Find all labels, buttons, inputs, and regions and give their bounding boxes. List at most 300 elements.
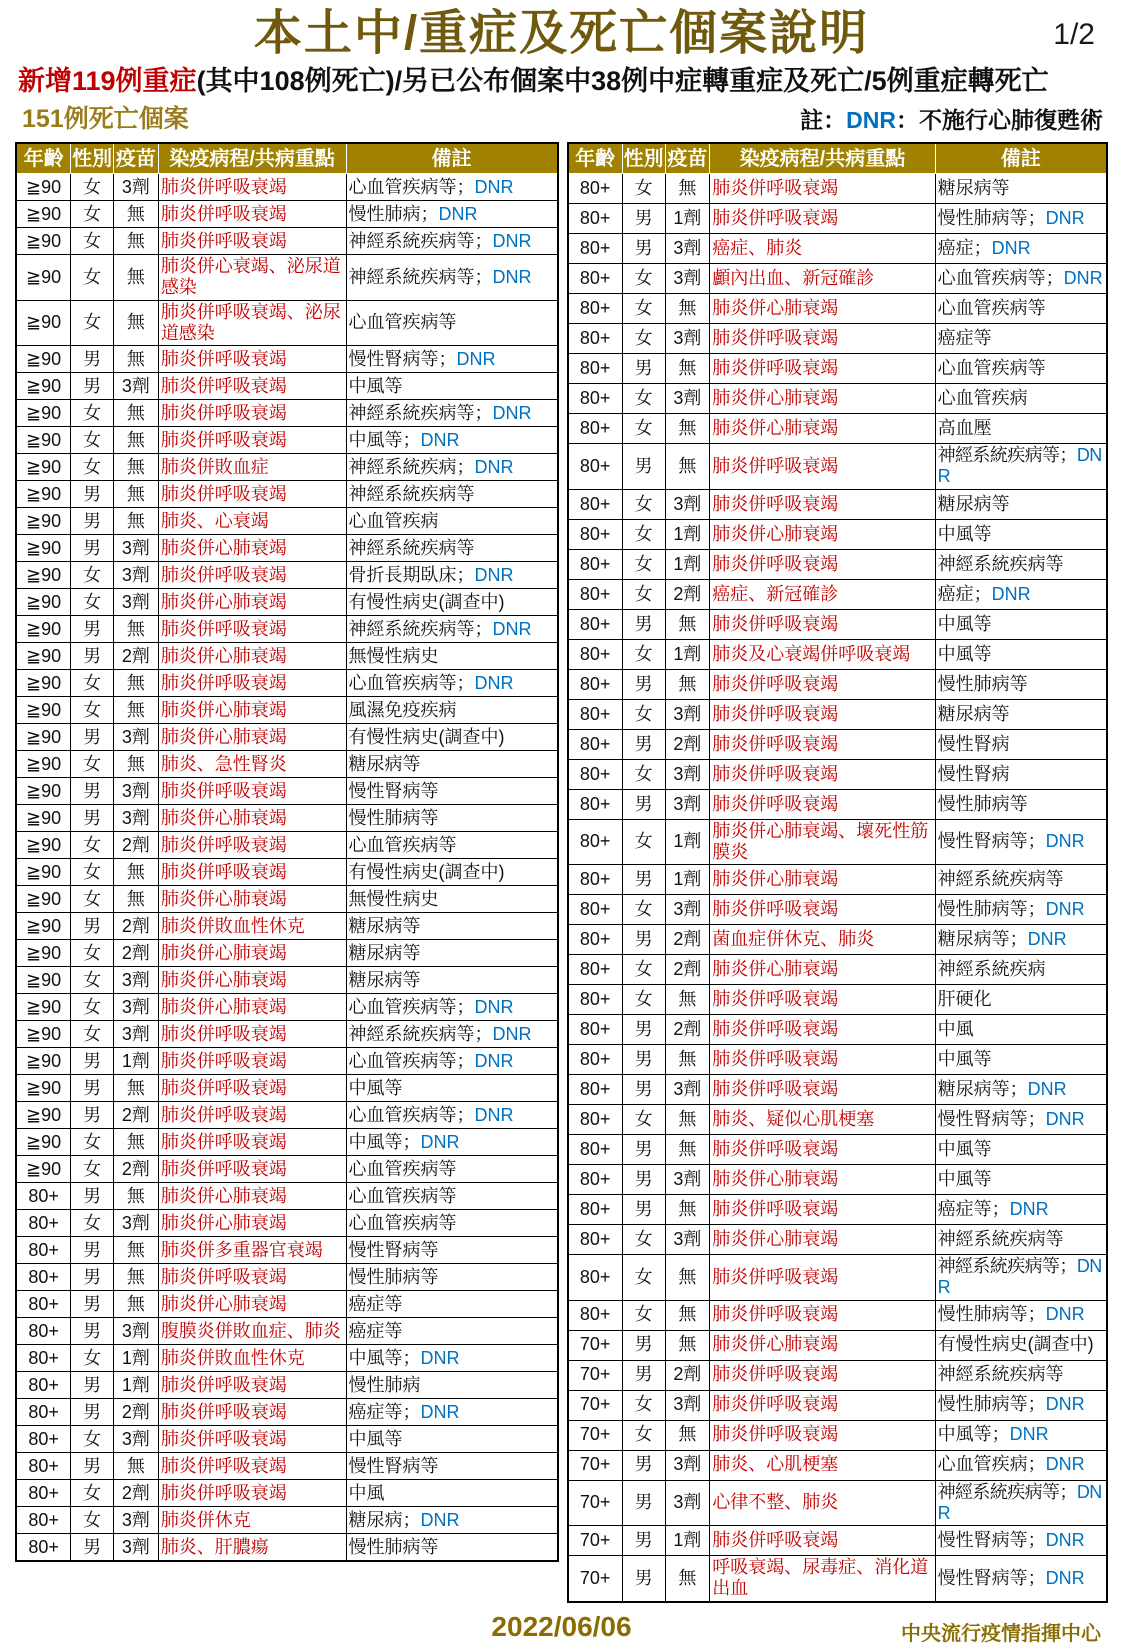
- course-cell: 肺炎併呼吸衰竭: [710, 1390, 935, 1420]
- remark-cell: 慢性肺病等: [346, 1264, 558, 1291]
- age-cell: ≧90: [16, 967, 71, 994]
- age-cell: ≧90: [16, 508, 71, 535]
- vaccine-cell: 3劑: [665, 759, 710, 789]
- vaccine-cell: 3劑: [665, 234, 710, 264]
- course-cell: 顱內出血、新冠確診: [710, 264, 935, 294]
- course-cell: 肺炎併心肺衰竭: [710, 294, 935, 324]
- age-cell: ≧90: [16, 400, 71, 427]
- sex-cell: 女: [622, 489, 665, 519]
- dnr-label: DNR: [492, 230, 532, 251]
- remark-cell: 神經系統疾病等: [935, 1225, 1107, 1255]
- remark-cell: 肝硬化: [935, 985, 1107, 1015]
- age-cell: 80+: [16, 1453, 71, 1480]
- age-cell: ≧90: [16, 454, 71, 481]
- remark-cell: 無慢性病史: [346, 886, 558, 913]
- dnr-label: DNR: [474, 672, 514, 693]
- age-cell: ≧90: [16, 228, 71, 255]
- remark-cell: 糖尿病等: [935, 489, 1107, 519]
- remark-cell: 心血管疾病等: [346, 300, 558, 345]
- age-cell: 70+: [568, 1390, 623, 1420]
- sex-cell: 女: [71, 832, 114, 859]
- age-cell: 80+: [568, 865, 623, 895]
- course-cell: 肺炎、急性腎炎: [158, 751, 346, 778]
- age-cell: ≧90: [16, 1102, 71, 1129]
- table-row: [16, 940, 558, 967]
- course-cell: 肺炎併呼吸衰竭: [710, 1195, 935, 1225]
- sex-cell: 男: [71, 535, 114, 562]
- age-cell: 80+: [16, 1345, 71, 1372]
- course-cell: 肺炎併心肺衰竭: [158, 643, 346, 670]
- table-row: [16, 228, 558, 255]
- remark-cell: 慢性肺病: [346, 1372, 558, 1399]
- age-cell: 80+: [568, 669, 623, 699]
- age-cell: 80+: [568, 549, 623, 579]
- table-row: [16, 859, 558, 886]
- course-cell: 肺炎併呼吸衰竭: [158, 832, 346, 859]
- age-cell: ≧90: [16, 201, 71, 228]
- course-cell: 肺炎併心肺衰竭: [710, 1165, 935, 1195]
- vaccine-cell: 3劑: [114, 562, 159, 589]
- age-cell: 80+: [568, 234, 623, 264]
- age-cell: ≧90: [16, 724, 71, 751]
- dnr-label: DNR: [1045, 1454, 1085, 1475]
- dnr-label: DNR: [438, 203, 478, 224]
- course-cell: 肺炎併呼吸衰竭: [158, 1372, 346, 1399]
- age-cell: 70+: [568, 1556, 623, 1602]
- dnr-label: DNR: [1045, 1304, 1085, 1325]
- vaccine-cell: 無: [114, 1075, 159, 1102]
- dnr-label: DNR: [492, 618, 532, 639]
- course-cell: 肺炎併呼吸衰竭: [710, 789, 935, 819]
- remark-cell: 神經系統疾病等；DNR: [935, 1480, 1107, 1525]
- remark-cell: 癌症等: [935, 324, 1107, 354]
- sex-cell: 女: [71, 255, 114, 300]
- sex-cell: 男: [622, 925, 665, 955]
- sex-cell: 男: [622, 234, 665, 264]
- table-row: [568, 1255, 1108, 1300]
- subtitle-highlight: 新增119例重症: [18, 65, 197, 96]
- course-cell: 肺炎併休克: [158, 1507, 346, 1534]
- sex-cell: 女: [622, 579, 665, 609]
- col-header-course: 染疫病程/共病重點: [710, 143, 935, 174]
- table-row: [568, 819, 1108, 864]
- table-row: [568, 789, 1108, 819]
- remark-cell: 骨折長期臥床；DNR: [346, 562, 558, 589]
- remark-cell: 慢性肺病；DNR: [346, 201, 558, 228]
- age-cell: ≧90: [16, 886, 71, 913]
- sex-cell: 男: [71, 1264, 114, 1291]
- age-cell: ≧90: [16, 589, 71, 616]
- vaccine-cell: 3劑: [114, 994, 159, 1021]
- dnr-label: DNR: [420, 429, 460, 450]
- dnr-label: DNR: [1009, 1424, 1049, 1445]
- subtitle-line: [0, 65, 1123, 97]
- table-row: [568, 1420, 1108, 1450]
- sex-cell: 女: [71, 1129, 114, 1156]
- table-row: [568, 759, 1108, 789]
- sex-cell: 女: [622, 1390, 665, 1420]
- age-cell: 80+: [568, 414, 623, 444]
- sex-cell: 男: [71, 1453, 114, 1480]
- sex-cell: 女: [71, 1345, 114, 1372]
- course-cell: 肺炎併呼吸衰竭: [158, 481, 346, 508]
- sex-cell: 女: [71, 427, 114, 454]
- sex-cell: 男: [71, 481, 114, 508]
- age-cell: 80+: [568, 579, 623, 609]
- sex-cell: 男: [71, 1183, 114, 1210]
- remark-cell: 神經系統疾病等；DNR: [346, 1021, 558, 1048]
- table-row: [568, 895, 1108, 925]
- course-cell: 肺炎併呼吸衰竭: [710, 1300, 935, 1330]
- col-header-age: 年齡: [568, 143, 623, 174]
- course-cell: 肺炎併呼吸衰竭: [710, 895, 935, 925]
- dnr-label: DNR: [456, 348, 496, 369]
- sex-cell: 女: [622, 819, 665, 864]
- col-header-vaccine: 疫苗: [665, 143, 710, 174]
- vaccine-cell: 無: [114, 670, 159, 697]
- age-cell: ≧90: [16, 994, 71, 1021]
- remark-cell: 中風等: [346, 1426, 558, 1453]
- table-row: [568, 1330, 1108, 1360]
- course-cell: 肺炎併呼吸衰竭: [710, 444, 935, 489]
- col-header-sex: 性別: [71, 143, 114, 174]
- table-row: [16, 481, 558, 508]
- remark-cell: 神經系統疾病等: [935, 1360, 1107, 1390]
- age-cell: 80+: [568, 354, 623, 384]
- sex-cell: 男: [71, 805, 114, 832]
- note-dnr-label: DNR: [846, 107, 896, 134]
- dnr-label: DNR: [1045, 831, 1085, 852]
- course-cell: 肺炎併呼吸衰竭: [710, 1075, 935, 1105]
- table-row: [568, 1195, 1108, 1225]
- remark-cell: 中風等: [935, 1045, 1107, 1075]
- vaccine-cell: 3劑: [114, 724, 159, 751]
- vaccine-cell: 2劑: [114, 1102, 159, 1129]
- sex-cell: 男: [622, 609, 665, 639]
- sex-cell: 女: [622, 1300, 665, 1330]
- age-cell: 80+: [568, 264, 623, 294]
- vaccine-cell: 無: [665, 1135, 710, 1165]
- remark-cell: 有慢性病史(調查中): [346, 724, 558, 751]
- course-cell: 肺炎併呼吸衰竭: [158, 1129, 346, 1156]
- sex-cell: 男: [622, 354, 665, 384]
- age-cell: 80+: [568, 1015, 623, 1045]
- table-row: [16, 1210, 558, 1237]
- remark-cell: 神經系統疾病等；DNR: [346, 616, 558, 643]
- sex-cell: 男: [622, 1195, 665, 1225]
- sex-cell: 女: [622, 549, 665, 579]
- sex-cell: 男: [622, 1526, 665, 1556]
- age-cell: 80+: [568, 1105, 623, 1135]
- course-cell: 肺炎併呼吸衰竭: [710, 1015, 935, 1045]
- age-cell: ≧90: [16, 805, 71, 832]
- vaccine-cell: 3劑: [665, 1390, 710, 1420]
- age-cell: ≧90: [16, 859, 71, 886]
- remark-cell: 癌症；DNR: [935, 234, 1107, 264]
- table-row: [16, 616, 558, 643]
- age-cell: 80+: [568, 1225, 623, 1255]
- course-cell: 肺炎併呼吸衰竭: [710, 1526, 935, 1556]
- course-cell: 肺炎併呼吸衰竭: [158, 778, 346, 805]
- sex-cell: 男: [71, 1102, 114, 1129]
- dnr-label: DNR: [1009, 1199, 1049, 1219]
- remark-cell: 中風等；DNR: [346, 1129, 558, 1156]
- table-row: [16, 427, 558, 454]
- age-cell: 70+: [568, 1420, 623, 1450]
- table-row: [568, 354, 1108, 384]
- vaccine-cell: 無: [114, 1237, 159, 1264]
- course-cell: 菌血症併休克、肺炎: [710, 925, 935, 955]
- dnr-label: DNR: [492, 402, 532, 423]
- age-cell: 80+: [568, 699, 623, 729]
- remark-cell: 慢性肺病等；DNR: [935, 204, 1107, 234]
- vaccine-cell: 3劑: [114, 373, 159, 400]
- course-cell: 肺炎併呼吸衰竭: [158, 228, 346, 255]
- remark-cell: 心血管疾病等；DNR: [935, 264, 1107, 294]
- course-cell: 肺炎併呼吸衰竭、泌尿道感染: [158, 300, 346, 345]
- age-cell: 80+: [568, 1045, 623, 1075]
- remark-cell: 中風等；DNR: [346, 427, 558, 454]
- remark-cell: 心血管疾病等: [935, 294, 1107, 324]
- dnr-label: DNR: [1045, 1394, 1085, 1415]
- table-row: [16, 1507, 558, 1534]
- col-header-course: 染疫病程/共病重點: [158, 143, 346, 174]
- table-row: [16, 643, 558, 670]
- remark-cell: 慢性腎病等: [346, 1453, 558, 1480]
- remark-cell: 心血管疾病；DNR: [935, 1450, 1107, 1480]
- course-cell: 肺炎併心肺衰竭: [158, 940, 346, 967]
- table-row: [16, 1345, 558, 1372]
- age-cell: 80+: [568, 324, 623, 354]
- age-cell: 80+: [568, 1165, 623, 1195]
- remark-cell: 慢性肺病等: [935, 669, 1107, 699]
- course-cell: 肺炎併敗血症: [158, 454, 346, 481]
- course-cell: 癌症、新冠確診: [710, 579, 935, 609]
- age-cell: ≧90: [16, 778, 71, 805]
- vaccine-cell: 3劑: [114, 1426, 159, 1453]
- sex-cell: 女: [71, 967, 114, 994]
- age-cell: ≧90: [16, 174, 71, 201]
- vaccine-cell: 2劑: [114, 940, 159, 967]
- vaccine-cell: 無: [665, 1300, 710, 1330]
- age-cell: ≧90: [16, 535, 71, 562]
- vaccine-cell: 1劑: [114, 1048, 159, 1075]
- sex-cell: 男: [71, 346, 114, 373]
- vaccine-cell: 1劑: [665, 549, 710, 579]
- table-row: [16, 1156, 558, 1183]
- vaccine-cell: 無: [665, 294, 710, 324]
- age-cell: 70+: [568, 1480, 623, 1525]
- course-cell: 肺炎、心衰竭: [158, 508, 346, 535]
- col-header-age: 年齡: [16, 143, 71, 174]
- table-row: [568, 234, 1108, 264]
- table-row: [16, 1318, 558, 1345]
- course-cell: 肺炎併呼吸衰竭: [158, 859, 346, 886]
- vaccine-cell: 1劑: [114, 1372, 159, 1399]
- table-row: [568, 1300, 1108, 1330]
- vaccine-cell: 3劑: [665, 1480, 710, 1525]
- table-row: [568, 609, 1108, 639]
- vaccine-cell: 1劑: [665, 819, 710, 864]
- dnr-label: DNR: [1045, 1529, 1085, 1550]
- sex-cell: 女: [71, 994, 114, 1021]
- sex-cell: 男: [71, 1291, 114, 1318]
- age-cell: 80+: [16, 1210, 71, 1237]
- age-cell: 70+: [568, 1526, 623, 1556]
- course-cell: 肺炎及心衰竭併呼吸衰竭: [710, 639, 935, 669]
- vaccine-cell: 3劑: [114, 174, 159, 201]
- vaccine-cell: 1劑: [665, 865, 710, 895]
- table-row: [16, 697, 558, 724]
- table-row: [568, 729, 1108, 759]
- age-cell: 80+: [568, 1195, 623, 1225]
- table-row: [568, 519, 1108, 549]
- table-row: [568, 985, 1108, 1015]
- sex-cell: 女: [622, 294, 665, 324]
- vaccine-cell: 3劑: [114, 1534, 159, 1562]
- vaccine-cell: 無: [114, 201, 159, 228]
- table-row: [16, 1129, 558, 1156]
- dnr-label: DNR: [474, 564, 514, 585]
- sex-cell: 女: [71, 454, 114, 481]
- vaccine-cell: 1劑: [665, 204, 710, 234]
- remark-cell: 無慢性病史: [346, 643, 558, 670]
- sex-cell: 女: [622, 699, 665, 729]
- remark-cell: 神經系統疾病等: [346, 481, 558, 508]
- remark-cell: 神經系統疾病等；DNR: [346, 400, 558, 427]
- remark-cell: 心血管疾病等: [346, 1156, 558, 1183]
- remark-cell: 糖尿病等: [346, 967, 558, 994]
- col-header-remark: 備註: [346, 143, 558, 174]
- table-row: [568, 1045, 1108, 1075]
- sex-cell: 男: [622, 1045, 665, 1075]
- remark-cell: 中風等: [935, 1135, 1107, 1165]
- remark-cell: 慢性腎病等；DNR: [935, 1105, 1107, 1135]
- sex-cell: 女: [71, 859, 114, 886]
- sex-cell: 男: [622, 1330, 665, 1360]
- table-row: [568, 324, 1108, 354]
- age-cell: ≧90: [16, 255, 71, 300]
- dnr-label: DNR: [492, 266, 532, 287]
- remark-cell: 慢性肺病等；DNR: [935, 895, 1107, 925]
- vaccine-cell: 無: [114, 616, 159, 643]
- table-row: [568, 1135, 1108, 1165]
- remark-cell: 心血管疾病等: [346, 1210, 558, 1237]
- course-cell: 肺炎併呼吸衰竭: [710, 1360, 935, 1390]
- table-row: [568, 579, 1108, 609]
- table-row: [568, 1165, 1108, 1195]
- age-cell: ≧90: [16, 373, 71, 400]
- table-row: [16, 1399, 558, 1426]
- dnr-label: DNR: [1045, 899, 1085, 919]
- remark-cell: 糖尿病等: [935, 699, 1107, 729]
- vaccine-cell: 無: [665, 985, 710, 1015]
- sex-cell: 女: [622, 1420, 665, 1450]
- sex-cell: 男: [622, 669, 665, 699]
- remark-cell: 慢性腎病等: [346, 1237, 558, 1264]
- age-cell: 80+: [568, 174, 623, 204]
- vaccine-cell: 2劑: [665, 729, 710, 759]
- table-row: [16, 1102, 558, 1129]
- vaccine-cell: 3劑: [114, 1507, 159, 1534]
- table-row: [16, 913, 558, 940]
- vaccine-cell: 3劑: [114, 589, 159, 616]
- age-cell: 80+: [568, 1075, 623, 1105]
- table-row: [16, 1453, 558, 1480]
- course-cell: 肺炎併呼吸衰竭: [710, 489, 935, 519]
- course-cell: 肺炎併呼吸衰竭: [158, 1021, 346, 1048]
- col-header-remark: 備註: [935, 143, 1107, 174]
- remark-cell: 心血管疾病: [935, 384, 1107, 414]
- sex-cell: 男: [71, 1318, 114, 1345]
- vaccine-cell: 無: [665, 1330, 710, 1360]
- dnr-label: DNR: [420, 1131, 460, 1152]
- deaths-table-left: [15, 142, 559, 1562]
- table-row: [568, 699, 1108, 729]
- sex-cell: 女: [71, 201, 114, 228]
- sex-cell: 男: [622, 1075, 665, 1105]
- dnr-label: DNR: [1063, 268, 1103, 289]
- vaccine-cell: 3劑: [114, 1318, 159, 1345]
- remark-cell: 慢性腎病等；DNR: [346, 346, 558, 373]
- vaccine-cell: 2劑: [665, 579, 710, 609]
- course-cell: 肺炎併呼吸衰竭: [710, 609, 935, 639]
- sex-cell: 男: [622, 1015, 665, 1045]
- table-row: [568, 1556, 1108, 1602]
- table-header-row: [16, 143, 558, 174]
- course-cell: 肺炎併呼吸衰竭: [710, 1255, 935, 1300]
- sex-cell: 男: [71, 778, 114, 805]
- dnr-label: DNR: [420, 1347, 460, 1368]
- remark-cell: 心血管疾病等: [935, 354, 1107, 384]
- table-row: [16, 400, 558, 427]
- age-cell: ≧90: [16, 913, 71, 940]
- age-cell: 80+: [16, 1534, 71, 1562]
- issuing-organization: 中央流行疫情指揮中心: [901, 1622, 1101, 1645]
- dnr-label: DNR: [991, 583, 1031, 604]
- remark-cell: 慢性腎病等；DNR: [935, 1556, 1107, 1602]
- course-cell: 肺炎併呼吸衰竭: [158, 1264, 346, 1291]
- age-cell: 80+: [568, 489, 623, 519]
- page-title: 本土中/重症及死亡個案說明: [253, 7, 870, 60]
- sex-cell: 男: [622, 865, 665, 895]
- vaccine-cell: 3劑: [665, 1225, 710, 1255]
- dnr-label: DNR: [937, 1481, 1102, 1523]
- sex-cell: 女: [71, 751, 114, 778]
- age-cell: 80+: [568, 955, 623, 985]
- table-header-row: [568, 143, 1108, 174]
- vaccine-cell: 無: [114, 1129, 159, 1156]
- dnr-label: DNR: [1045, 1567, 1085, 1588]
- remark-cell: 中風: [935, 1015, 1107, 1045]
- vaccine-cell: 無: [114, 886, 159, 913]
- vaccine-cell: 無: [114, 1264, 159, 1291]
- sex-cell: 女: [71, 697, 114, 724]
- table-row: [16, 1237, 558, 1264]
- sex-cell: 女: [622, 384, 665, 414]
- vaccine-cell: 無: [114, 346, 159, 373]
- age-cell: 80+: [568, 759, 623, 789]
- remark-cell: 神經系統疾病等；DNR: [935, 444, 1107, 489]
- course-cell: 腹膜炎併敗血症、肺炎: [158, 1318, 346, 1345]
- vaccine-cell: 無: [114, 255, 159, 300]
- age-cell: 80+: [568, 294, 623, 324]
- remark-cell: 糖尿病等；DNR: [935, 925, 1107, 955]
- table-row: [568, 264, 1108, 294]
- vaccine-cell: 無: [665, 354, 710, 384]
- table-row: [568, 1526, 1108, 1556]
- course-cell: 肺炎併心肺衰竭: [158, 535, 346, 562]
